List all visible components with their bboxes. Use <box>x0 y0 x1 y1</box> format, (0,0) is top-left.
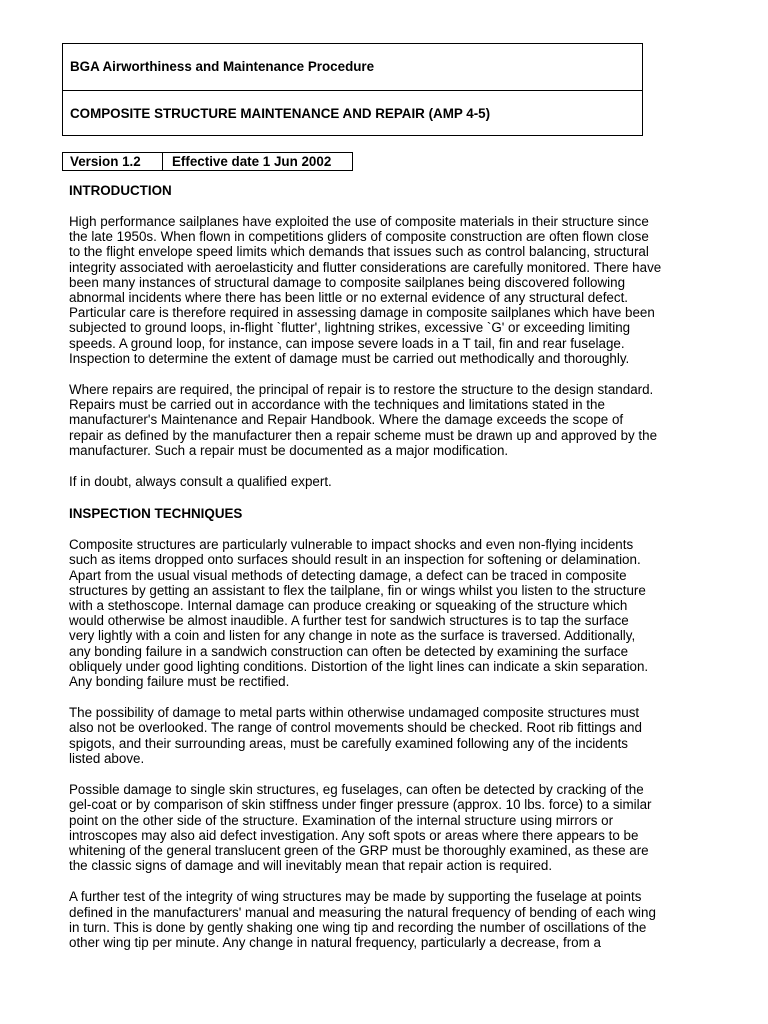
paragraph <box>69 214 699 366</box>
document-title: BGA Airworthiness and Maintenance Procedure <box>70 59 375 74</box>
paragraph-line: manufacturer. Such a repair must be documented as a major modification. <box>69 442 509 458</box>
paragraph-line: listed above. <box>69 750 145 766</box>
paragraph-line: If in doubt, always consult a qualified expert. <box>69 474 332 490</box>
paragraph <box>69 537 699 689</box>
paragraph-line: the classic signs of damage and will inevitably mean that repair action is required. <box>69 858 553 874</box>
paragraph-line: any bonding failure in a sandwich construction can often be detected by examining the surface <box>69 643 629 659</box>
paragraph-line: structures by getting an assistant to flex the tailplane, fin or wings whilst you listen to the structure <box>69 582 646 598</box>
paragraph-line: Any bonding failure must be rectified. <box>69 674 290 690</box>
document-body <box>69 182 699 966</box>
paragraph-line: been many instances of structural damage to composite sailplanes being discovered following <box>69 274 626 290</box>
paragraph <box>69 705 699 766</box>
paragraph-line: other wing tip per minute. Any change in natural frequency, particularly a decrease, from a <box>69 934 601 950</box>
paragraph <box>69 889 699 950</box>
section-heading: INSPECTION TECHNIQUES <box>69 506 243 522</box>
paragraph-line: Inspection to determine the extent of damage must be carried out methodically and thoroughly. <box>69 350 630 366</box>
paragraph-line: Where repairs are required, the principal of repair is to restore the structure to the design standard. <box>69 382 654 398</box>
document-subtitle: COMPOSITE STRUCTURE MAINTENANCE AND REPAIR (AMP 4-5) <box>70 106 491 121</box>
paragraph-line: with a stethoscope. Internal damage can produce creaking or squeaking of the structure which <box>69 598 628 614</box>
header-box <box>62 43 643 136</box>
paragraph-line: whitening of the general translucent green of the GRP must be thoroughly examined, as these are <box>69 842 649 858</box>
paragraph-line: defined in the manufacturers' manual and measuring the natural frequency of bending of each wing <box>69 904 656 920</box>
paragraph-line: obliquely under good lighting conditions. Distortion of the light lines can indicate a skin separation. <box>69 658 649 674</box>
paragraph-line: gel-coat or by comparison of skin stiffness under finger pressure (approx. 10 lbs. force) to a similar <box>69 797 652 813</box>
paragraph-line: subjected to ground loops, in-flight `flutter', lightning strikes, excessive `G' or exceeding limiting <box>69 320 631 336</box>
paragraph-line: integrity associated with aeroelasticity and flutter considerations are carefully monitored. There have <box>69 259 662 275</box>
paragraph-line: point on the other side of the structure. Examination of the internal structure using mirrors or <box>69 812 614 828</box>
paragraph-line: Apart from the usual visual methods of detecting damage, a defect can be traced in composite <box>69 567 627 583</box>
paragraph <box>69 782 699 873</box>
paragraph-line: High performance sailplanes have exploited the use of composite materials in their structure since <box>69 214 649 229</box>
paragraph-line: also not be overlooked. The range of control movements should be checked. Root rib fittings and <box>69 720 642 736</box>
paragraph-line: introscopes may also aid defect investigation. Any soft spots or areas where there appears to be <box>69 827 639 843</box>
paragraph-line: Particular care is therefore required in assessing damage in composite sailplanes which have been <box>69 305 655 321</box>
paragraph-line: in turn. This is done by gently shaking one wing tip and recording the number of oscillations of the <box>69 919 647 935</box>
paragraph-line: very lightly with a coin and listen for any change in note as the surface is traversed. Additionally, <box>69 628 636 644</box>
version-number: Version 1.2 <box>63 153 163 170</box>
paragraph-line: Composite structures are particularly vulnerable to impact shocks and even non-flying incidents <box>69 537 634 553</box>
version-box <box>62 152 353 171</box>
paragraph-line: would otherwise be almost inaudible. A further test for sandwich structures is to tap the surface <box>69 613 629 629</box>
paragraph-line: Possible damage to single skin structures, eg fuselages, can often be detected by cracking of the <box>69 782 644 798</box>
paragraph-line: The possibility of damage to metal parts within otherwise undamaged composite structures must <box>69 705 640 721</box>
paragraph-line: to the flight envelope speed limits which demands that issues such as control balancing, structural <box>69 244 649 260</box>
paragraph-line: abnormal incidents where there has been little or no external evidence of any structural defect. <box>69 290 629 306</box>
paragraph-line: A further test of the integrity of wing structures may be made by supporting the fuselage at points <box>69 889 642 905</box>
paragraph-line: Repairs must be carried out in accordance with the techniques and limitations stated in the <box>69 397 605 413</box>
section-heading: INTRODUCTION <box>69 183 172 198</box>
paragraph-line: spigots, and their surrounding areas, must be carefully examined following any of the incidents <box>69 735 629 751</box>
paragraph-line: repair as defined by the manufacturer then a repair scheme must be drawn up and approved by the <box>69 427 658 443</box>
paragraph <box>69 382 699 458</box>
paragraph-line: the late 1950s. When flown in competitions gliders of composite construction are often flown close <box>69 229 649 245</box>
paragraph-line: speeds. A ground loop, for instance, can impose severe loads in a T tail, fin and rear fuselage. <box>69 335 625 351</box>
paragraph <box>69 474 699 489</box>
effective-date: Effective date 1 Jun 2002 <box>172 154 332 169</box>
paragraph-line: manufacturer's Maintenance and Repair Handbook. Where the damage exceeds the scope of <box>69 412 624 428</box>
paragraph-line: such as items dropped onto surfaces should result in an inspection for softening or delamination. <box>69 552 641 568</box>
header-divider <box>63 90 642 91</box>
